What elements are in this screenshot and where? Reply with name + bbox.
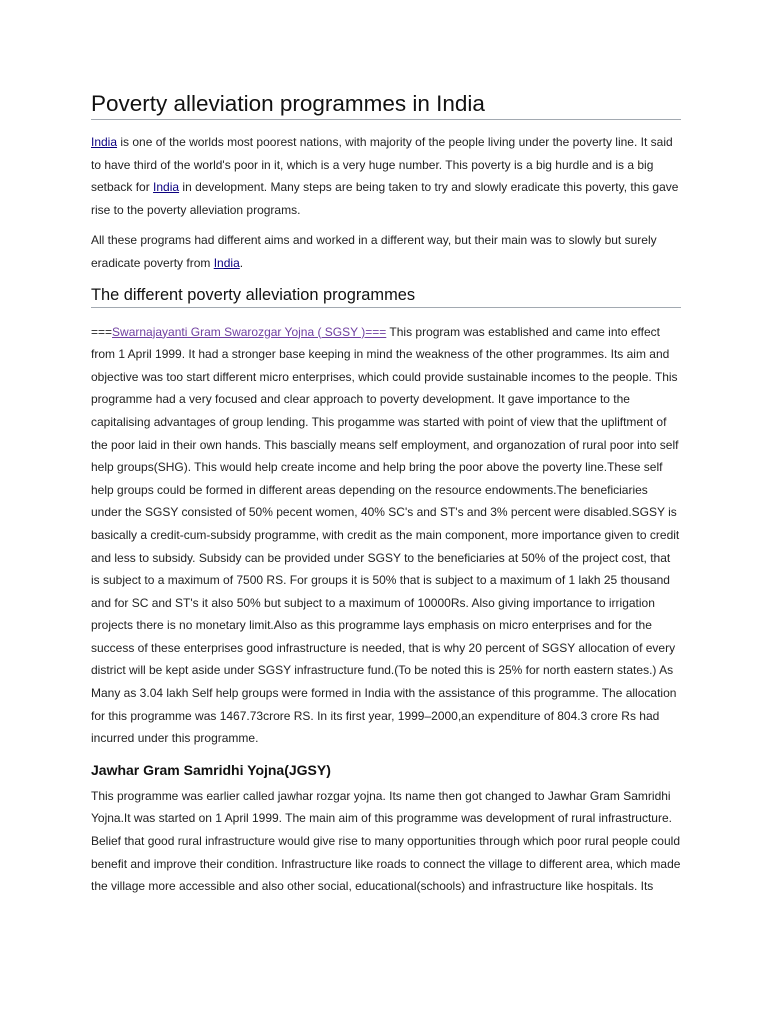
page-title: Poverty alleviation programmes in India — [91, 90, 681, 120]
sgsy-prefix: === — [91, 324, 113, 339]
section-heading-programmes: The different poverty alleviation programmes — [91, 285, 681, 308]
intro-paragraph-2 — [91, 229, 681, 274]
intro-p2-text-2: . — [239, 255, 244, 270]
jgsy-paragraph: This programme was earlier called jawhar rozgar yojna. Its name then got changed to Jawhar Gram Samridhi Yojna.It was started on 1 April 1999. The main aim of this programme was development of rural infrastructure. Belief that good rural infrastructure would give rise to many opportunities through which poor rural people could benefit and improve their condition. Infrastructure like roads to connect the village to different area, which made the village more accessible and also other social, educational(schools) and infrastructure like hospitals. Its — [91, 788, 681, 894]
sgsy-paragraph — [91, 321, 681, 750]
intro-p2-text-1: All these programs had different aims and worked in a different way, but their main was to slowly but surely eradicate poverty from — [91, 233, 657, 270]
article-body — [91, 90, 681, 898]
intro-text-1: is one of the worlds most poorest nations, with majority of the people living under the poverty line. It said to have third of the world's poor in it, which is a very huge number. This poverty is a big hurdle and is a big setback for — [91, 135, 673, 195]
jgsy-heading: Jawhar Gram Samridhi Yojna(JGSY) — [91, 761, 331, 778]
india-link-3[interactable]: India — [213, 255, 240, 270]
india-link-2[interactable]: India — [153, 180, 180, 195]
sgsy-text: This program was established and came into effect from 1 April 1999. It had a stronger base keeping in mind the weakness of the other programmes. Its aim and objective was too start different micro enterprises, which could provide sustainable incomes to the people. This programme had a very focused and clear approach to poverty development. It gave importance to the capitalising advantages of group lending. This progamme was started with point of view that the upliftment of the poor laid in their own hands. This bascially means self employment, and organozation of rural poor into self help groups(SHG). This would help create income and help bring the poor above the poverty line.These self help groups could be formed in different areas depending on the resource endowments.The beneficiaries under the SGSY consisted of 50% pecent women, 40% SC's and ST's and 3% percent were disabled.SGSY is basically a credit-cum-subsidy programme, with credit as the main component, more importance given to credit and less to subsidy. Subsidy can be provided under SGSY to the beneficiaries at 50% of the project cost, that is subject to a maximum of 7500 RS. For groups it is 50% that is subject to a maximum of 1 lakh 25 thousand and for SC and ST's it also 50% but subject to a maximum of 10000Rs. Also giving importance to irrigation projects there is no monetary limit.Also as this programme lays emphasis on micro enterprises and for the success of these enterprises good infrastructure is needed, that is why 20 percent of SGSY allocation of every district will be kept aside under SGSY infrastructure fund.(To be noted this is 25% for north eastern states.) As Many as 3.04 lakh Self help groups were formed in India with the assistance of this programme. The allocation for this programme was 1467.73crore RS. In its first year, 1999–2000,an expenditure of 804.3 crore Rs had incurred under this programme. — [91, 324, 680, 746]
intro-paragraph-1 — [91, 131, 681, 221]
intro-text-2: in development. Many steps are being taken to try and slowly eradicate this poverty, this gave rise to the poverty alleviation programs. — [91, 180, 679, 217]
india-link-1[interactable]: India — [91, 135, 118, 149]
sgsy-link[interactable]: Swarnajayanti Gram Swarozgar Yojna ( SGSY )=== — [112, 324, 387, 339]
